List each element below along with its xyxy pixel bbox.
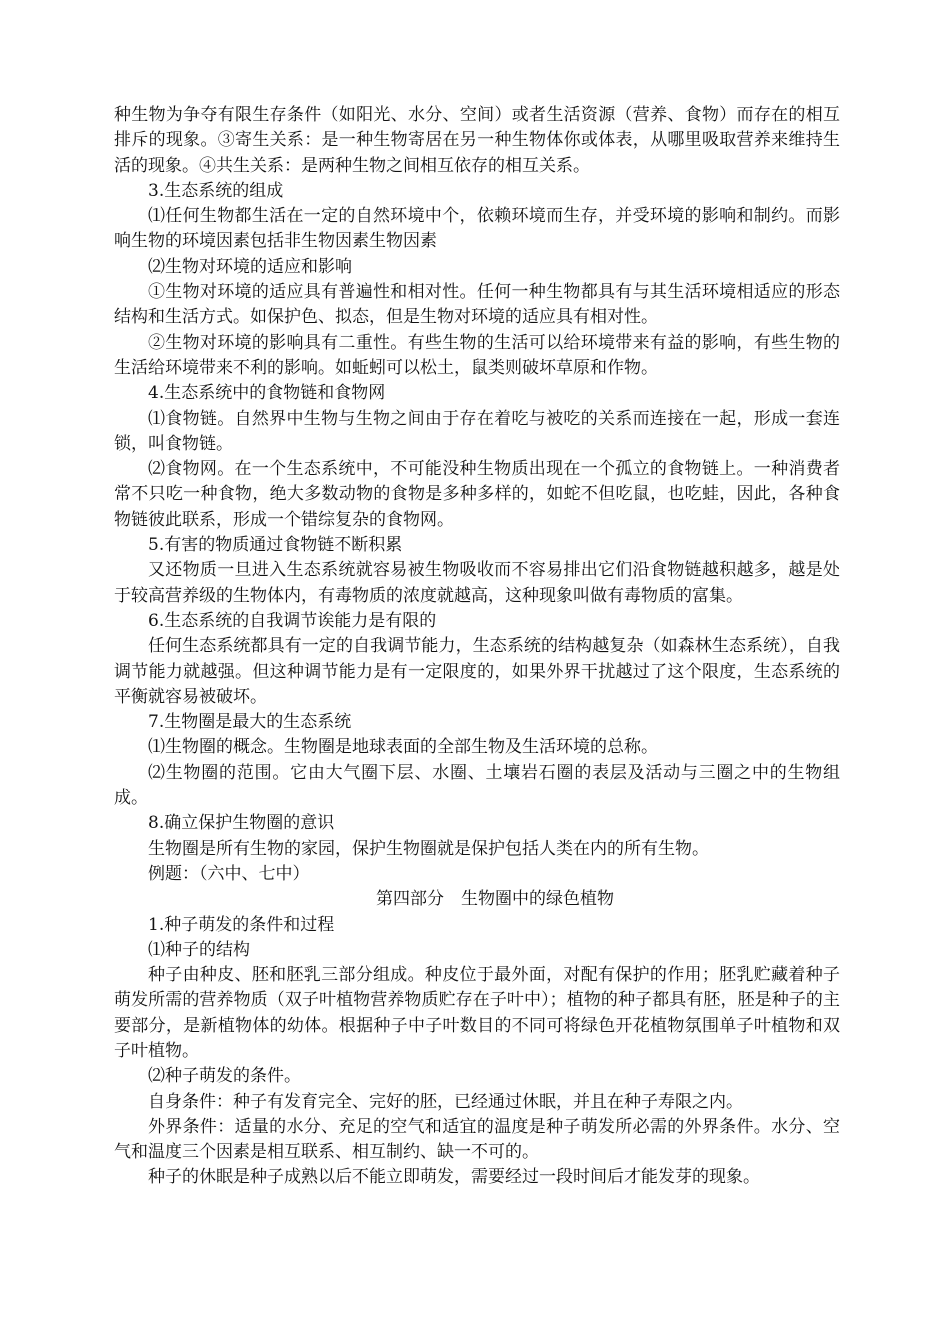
section-heading: 7.生物圈是最大的生态系统 <box>148 712 352 733</box>
paragraph: ①生物对环境的适应具有普遍性和相对性。任何一种生物都具有与其生活环境相适应的形态结构和生活方式。如保护色、拟态，但是生物对环境的适应具有相对性。 <box>114 282 840 328</box>
sub-heading: ⑵种子萌发的条件。 <box>148 1066 301 1087</box>
document-page <box>114 103 840 1191</box>
section-heading: 3.生态系统的组成 <box>148 180 284 201</box>
paragraph: ⑵生物圈的范围。它由大气圈下层、水圈、土壤岩石圈的表层及活动与三圈之中的生物组成。 <box>114 762 840 809</box>
part-title: 第四部分 生物圈中的绿色植物 <box>376 889 614 910</box>
paragraph: ②生物对环境的影响具有二重性。有些生物的生活可以给环境带来有益的影响，有些生物的生活给环境带来不利的影响。如蚯蚓可以松土，鼠类则破坏草原和作物。 <box>114 332 840 378</box>
paragraph: ⑴任何生物都生活在一定的自然环境中个，依赖环境而生存，并受环境的影响和制约。而影响生物的环境因素包括非生物因素生物因素 <box>114 206 840 252</box>
sub-heading: ⑵生物对环境的适应和影响 <box>148 256 352 277</box>
section-heading: 8.确立保护生物圈的意识 <box>148 813 335 834</box>
paragraph: ⑴食物链。自然界中生物与生物之间由于存在着吃与被吃的关系而连接在一起，形成一套连锁，叫食物链。 <box>114 408 840 454</box>
paragraph: 生物圈是所有生物的家园，保护生物圈就是保护包括人类在内的所有生物。 <box>148 838 709 859</box>
section-heading: 6.生态系统的自我调节诶能力是有限的 <box>148 610 437 631</box>
section-heading: 5.有害的物质通过食物链不断积累 <box>148 535 403 556</box>
paragraph: 种子的休眠是种子成熟以后不能立即萌发，需要经过一段时间后才能发芽的现象。 <box>148 1167 760 1188</box>
paragraph: ⑴生物圈的概念。生物圈是地球表面的全部生物及生活环境的总称。 <box>148 737 658 758</box>
paragraph: 种生物为争夺有限生存条件（如阳光、水分、空间）或者生活资源（营养、食物）而存在的相互排斥的现象。③寄生关系：是一种生物寄居在另一种生物体你或体表，从哪里吸取营养来维持生活的现象。④共生关系：是两种生物之间相互依存的相互关系。 <box>114 105 840 176</box>
section-heading: 4.生态系统中的食物链和食物网 <box>148 383 386 404</box>
sub-heading: ⑴种子的结构 <box>148 939 250 960</box>
paragraph: 又还物质一旦进入生态系统就容易被生物吸收而不容易排出它们沿食物链越积越多，越是处于较高营养级的生物体内，有毒物质的浓度就越高，这种现象叫做有毒物质的富集。 <box>114 560 840 606</box>
paragraph: 任何生态系统都具有一定的自我调节能力，生态系统的结构越复杂（如森林生态系统），自我调节能力就越强。但这种调节能力是有一定限度的，如果外界干扰越过了这个限度，生态系统的平衡就容易被破坏。 <box>114 636 840 707</box>
paragraph: 种子由种皮、胚和胚乳三部分组成。种皮位于最外面，对配有保护的作用；胚乳贮藏着种子萌发所需的营养物质（双子叶植物营养物质贮存在子叶中）；植物的种子都具有胚，胚是种子的主要部分，是新植物体的幼体。根据种子中子叶数目的不同可将绿色开花植物氛围单子叶植物和双子叶植物。 <box>114 965 840 1061</box>
paragraph: ⑵食物网。在一个生态系统中，不可能没种生物质出现在一个孤立的食物链上。一种消费者常不只吃一种食物，绝大多数动物的食物是多种多样的，如蛇不但吃鼠，也吃蛙，因此，各种食物链彼此联系，形成一个错综复杂的食物网。 <box>114 459 840 530</box>
example-label: 例题：（六中、七中） <box>148 863 310 884</box>
section-heading: 1.种子萌发的条件和过程 <box>148 914 335 935</box>
paragraph: 自身条件：种子有发育完全、完好的胚，已经通过休眠，并且在种子寿限之内。 <box>148 1091 743 1112</box>
paragraph: 外界条件：适量的水分、充足的空气和适宜的温度是种子萌发所必需的外界条件。水分、空气和温度三个因素是相互联系、相互制约、缺一不可的。 <box>114 1116 840 1163</box>
